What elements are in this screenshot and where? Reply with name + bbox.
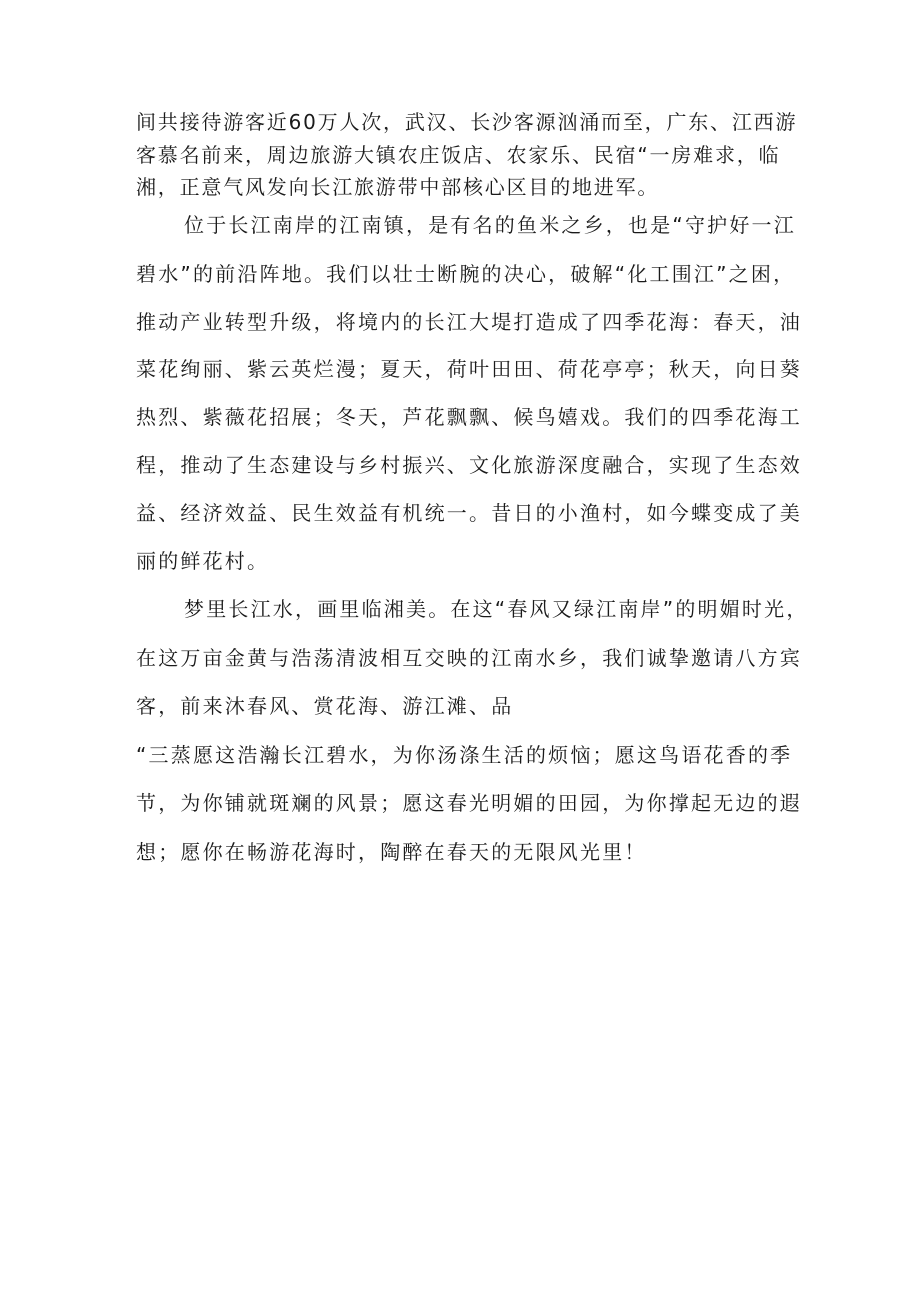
paragraph-3-line-1: 梦里长江水，画里临湘美。在这“春风又绿江南岸”的明媚时光，	[184, 597, 809, 621]
paragraph-3-line-6: 想；愿你在畅游花海时，陶醉在春天的无限风光里！	[136, 840, 647, 864]
paragraph-3-line-4: “三蒸愿这浩瀚长江碧水，为你汤涤生活的烦恼；愿这鸟语花香的季	[136, 743, 793, 767]
paragraph-2-line-6: 程，推动了生态建设与乡村振兴、文化旅游深度融合，实现了生态效	[136, 453, 802, 477]
paragraph-2-line-2: 碧水”的前沿阵地。我们以壮士断腕的决心，破解“化工围江”之困，	[136, 262, 796, 286]
paragraph-2-line-1: 位于长江南岸的江南镇，是有名的鱼米之乡，也是“守护好一江	[184, 213, 796, 237]
paragraph-3-line-2: 在这万亩金黄与浩荡清波相互交映的江南水乡，我们诚挚邀请八方宾	[136, 646, 802, 670]
paragraph-1-line-2: 客慕名前来，周边旅游大镇农庄饭店、农家乐、民宿“一房难求，临	[136, 143, 781, 167]
paragraph-2-line-5: 热烈、紫薇花招展；冬天，芦花飘飘、候鸟嬉戏。我们的四季花海工	[136, 405, 802, 429]
paragraph-2-line-4: 菜花绚丽、紫云英烂漫；夏天，荷叶田田、荷花亭亭；秋天，向日葵	[136, 357, 802, 381]
paragraph-3-line-3: 客，前来沐春风、赏花海、游江滩、品	[136, 694, 514, 718]
paragraph-2-line-7: 益、经济效益、民生效益有机统一。昔日的小渔村，如今蝶变成了美	[136, 501, 802, 525]
paragraph-2-line-8: 丽的鲜花村。	[136, 549, 270, 573]
paragraph-2-line-3: 推动产业转型升级，将境内的长江大堤打造成了四季花海：春天，油	[136, 310, 802, 334]
paragraph-1-line-1: 间共接待游客近60万人次，武汉、长沙客源汹涌而至，广东、江西游	[136, 110, 798, 134]
paragraph-1-line-3: 湘，正意气风发向长江旅游带中部核心区目的地进军。	[136, 175, 660, 199]
paragraph-3-line-5: 节，为你铺就斑斓的风景；愿这春光明媚的田园，为你撑起无边的遐	[136, 791, 802, 815]
